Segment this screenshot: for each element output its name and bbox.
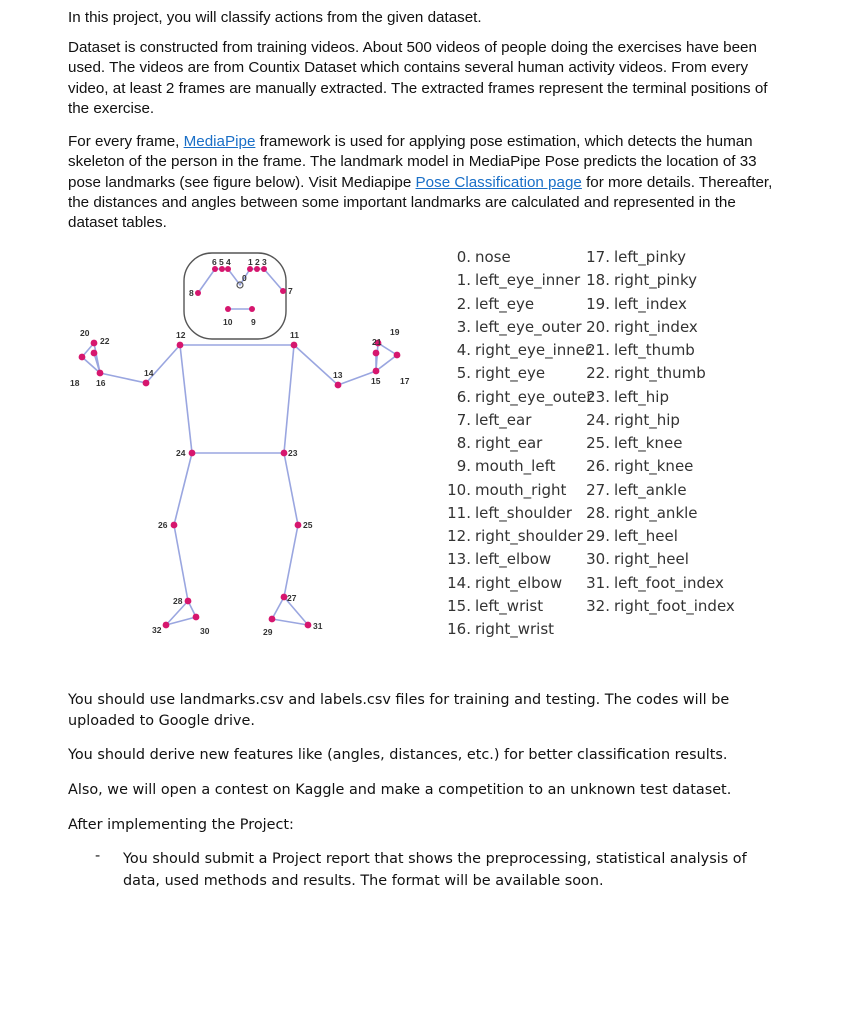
landmark-32-point: [163, 622, 170, 629]
mediapipe-text-2: framework is used for applying pose estimation, which detects the human skeleton of the person in the frame. The landmark model in MediaPipe Pose predicts the location of 33 pose landmarks (see figure below). Visit Mediapipe: [68, 133, 757, 191]
landmark-list-item: [444, 316, 593, 339]
landmark-30-label: 30: [200, 626, 210, 636]
landmark-list-item: [444, 362, 593, 385]
files-paragraph: You should use landmarks.csv and labels.csv files for training and testing. The codes will be uploaded to Google drive.: [68, 692, 730, 729]
landmark-list-item: [583, 339, 735, 362]
landmark-index: 5.: [456, 364, 471, 383]
landmark-index: 13.: [447, 550, 471, 569]
landmark-name: right_eye_inner: [475, 341, 592, 359]
mediapipe-paragraph: [68, 132, 778, 233]
landmark-index: 12.: [447, 527, 471, 545]
landmark-index: 24.: [586, 410, 610, 429]
landmark-1-label: 1: [248, 257, 253, 267]
landmark-25-label: 25: [303, 520, 313, 530]
landmark-28-point: [185, 598, 192, 605]
landmark-18-point: [79, 354, 86, 361]
landmark-6-label: 6: [212, 257, 217, 267]
landmark-name: left_elbow: [475, 550, 552, 569]
landmark-28-label: 28: [173, 596, 183, 606]
landmark-name: right_thumb: [614, 364, 706, 383]
landmark-index: 10.: [447, 480, 471, 499]
landmark-16-label: 16: [96, 378, 106, 388]
landmark-name: left_foot_index: [614, 573, 724, 592]
landmark-name: left_heel: [614, 527, 678, 545]
landmark-list-item: [444, 386, 593, 409]
landmark-name: right_shoulder: [475, 527, 583, 545]
landmark-3-label: 3: [262, 257, 267, 267]
landmark-name: right_index: [614, 317, 698, 336]
landmark-list-item: [444, 502, 593, 525]
landmark-list-item: [583, 432, 735, 455]
landmark-name: right_foot_index: [614, 596, 735, 615]
landmark-7-point: [280, 288, 286, 294]
landmark-13-label: 13: [333, 370, 343, 380]
landmark-31-label: 31: [313, 621, 323, 631]
landmark-22-label: 22: [100, 336, 110, 346]
landmark-list-item: [444, 409, 593, 432]
landmark-11-point: [291, 342, 298, 349]
landmark-14-label: 14: [144, 368, 154, 378]
landmark-name: mouth_left: [475, 457, 556, 476]
landmark-29-point: [269, 616, 276, 623]
landmark-index: 23.: [586, 387, 610, 406]
landmark-points: [79, 266, 401, 628]
landmark-list-item: [444, 525, 593, 548]
landmark-name: left_knee: [614, 434, 683, 452]
landmark-name: left_thumb: [614, 341, 695, 359]
landmark-list-item: [444, 548, 593, 571]
landmark-index: 18.: [586, 271, 610, 290]
bullet-marker: -: [95, 848, 101, 864]
landmark-21-point: [373, 350, 380, 357]
skeleton-limbs: [82, 269, 397, 625]
landmark-index: 26.: [586, 457, 610, 476]
pose-landmarks-figure: [70, 245, 430, 645]
landmark-26-label: 26: [158, 520, 168, 530]
landmark-list-item: [583, 525, 735, 548]
landmark-name: left_shoulder: [475, 503, 572, 522]
landmark-index: 11.: [447, 503, 471, 522]
landmark-list-item: [444, 269, 593, 292]
landmark-name: left_ear: [475, 410, 532, 429]
landmark-name: mouth_right: [475, 480, 567, 499]
landmark-list-item: [583, 362, 735, 385]
landmark-name: right_heel: [614, 550, 689, 569]
landmark-index: 32.: [586, 596, 610, 615]
landmark-name: left_ankle: [614, 480, 687, 499]
landmark-index: 2.: [456, 294, 471, 313]
landmark-name: left_eye: [475, 294, 535, 313]
landmark-name: right_pinky: [614, 271, 697, 290]
landmark-name: right_ankle: [614, 503, 698, 522]
landmark-name: right_eye_outer: [475, 387, 593, 406]
landmark-2-label: 2: [255, 257, 260, 267]
landmark-list-item: [444, 455, 593, 478]
landmark-14-point: [143, 380, 150, 387]
landmark-index: 7.: [456, 410, 471, 429]
landmark-29-label: 29: [263, 627, 273, 637]
landmark-23-label: 23: [288, 448, 298, 458]
landmark-19-label: 19: [390, 327, 400, 337]
landmark-list-item: [583, 572, 735, 595]
bullet-text: You should submit a Project report that shows the preprocessing, statistical analysis of data, used methods and results. The format will be available soon.: [123, 851, 747, 889]
landmark-index: 31.: [586, 573, 610, 592]
head-outline: [184, 253, 286, 339]
landmark-10-point: [225, 306, 231, 312]
landmark-list-item: [583, 293, 735, 316]
landmark-index: 1.: [456, 271, 471, 290]
landmark-12-label: 12: [176, 330, 186, 340]
landmark-list-item: [583, 479, 735, 502]
mediapipe-text-3: for more details. Thereafter, the distances and angles between some important landmarks are calculated and represented in the dataset tables.: [68, 173, 773, 232]
landmark-32-label: 32: [152, 625, 162, 635]
landmark-index: 6.: [456, 387, 471, 406]
landmark-17-point: [394, 352, 401, 359]
landmark-10-label: 10: [223, 317, 233, 327]
landmark-list-item: [583, 409, 735, 432]
landmark-list-item: [583, 316, 735, 339]
landmark-name: left_pinky: [614, 248, 687, 266]
landmark-list-column-2: [583, 246, 735, 618]
landmark-name: left_eye_outer: [475, 317, 582, 336]
landmark-name: nose: [475, 248, 511, 266]
landmark-7-label: 7: [288, 286, 293, 296]
landmark-name: right_wrist: [475, 620, 555, 638]
landmark-17-label: 17: [400, 376, 410, 386]
landmark-index: 8.: [456, 434, 471, 452]
landmark-4-label: 4: [226, 257, 231, 267]
landmark-8-point: [195, 290, 201, 296]
landmark-index: 0.: [456, 248, 471, 266]
landmark-9-label: 9: [251, 317, 256, 327]
landmark-26-point: [171, 522, 178, 529]
landmark-name: right_ear: [475, 434, 543, 452]
dataset-paragraph: Dataset is constructed from training videos. About 500 videos of people doing the exercises have been used. The videos are from Countix Dataset which contains several human activity videos. From every video, at least 2 frames are manually extracted. The extracted frames represent the terminal positions of the exercise.: [68, 39, 768, 117]
landmark-list-item: [444, 293, 593, 316]
landmark-30-point: [193, 614, 200, 621]
landmark-list-item: [583, 595, 735, 618]
landmark-name: left_hip: [614, 387, 669, 406]
mediapipe-text-1: For every frame,: [68, 133, 184, 150]
landmark-number-labels: [70, 257, 410, 637]
landmark-index: 25.: [586, 434, 610, 452]
landmark-24-point: [189, 450, 196, 457]
features-paragraph: You should derive new features like (angles, distances, etc.) for better classification results.: [68, 747, 728, 763]
landmark-name: right_knee: [614, 457, 694, 476]
landmark-23-point: [281, 450, 288, 457]
kaggle-paragraph: Also, we will open a contest on Kaggle and make a competition to an unknown test dataset.: [68, 782, 732, 798]
landmark-list-column-1: [444, 246, 593, 641]
landmark-index: 28.: [586, 503, 610, 522]
landmark-13-point: [335, 382, 342, 389]
landmark-list-item: [444, 595, 593, 618]
landmark-5-label: 5: [219, 257, 224, 267]
landmark-20-point: [91, 340, 98, 347]
landmark-index: 19.: [586, 294, 610, 313]
landmark-index: 15.: [447, 596, 471, 615]
landmark-list-item: [583, 548, 735, 571]
landmark-index: 17.: [586, 248, 610, 266]
landmark-list-item: [583, 269, 735, 292]
landmark-25-point: [295, 522, 302, 529]
landmark-15-point: [373, 368, 380, 375]
landmark-list-item: [444, 339, 593, 362]
landmark-0-label: 0: [242, 273, 247, 283]
landmark-name: right_eye: [475, 364, 546, 383]
landmark-list-item: [583, 455, 735, 478]
landmark-index: 29.: [586, 527, 610, 545]
landmark-index: 3.: [456, 317, 471, 336]
landmark-22-point: [91, 350, 98, 357]
mediapipe-link[interactable]: MediaPipe: [183, 133, 256, 150]
landmark-12-point: [177, 342, 184, 349]
landmark-name: right_elbow: [475, 573, 563, 592]
landmark-27-label: 27: [287, 593, 297, 603]
after-heading: After implementing the Project:: [68, 817, 294, 833]
landmark-index: 9.: [456, 457, 471, 476]
landmark-list-item: [444, 572, 593, 595]
landmark-16-point: [97, 370, 104, 377]
landmark-index: 22.: [586, 364, 610, 383]
landmark-list-item: [444, 246, 593, 269]
landmark-list-item: [444, 479, 593, 502]
landmark-name: left_index: [614, 294, 687, 313]
landmark-index: 16.: [447, 620, 471, 638]
landmark-list-item: [583, 502, 735, 525]
landmark-9-point: [249, 306, 255, 312]
landmark-15-label: 15: [371, 376, 381, 386]
landmark-list-item: [583, 246, 735, 269]
landmark-index: 30.: [586, 550, 610, 569]
landmark-20-label: 20: [80, 328, 90, 338]
landmark-31-point: [305, 622, 312, 629]
landmark-list-item: [583, 386, 735, 409]
landmark-name: left_eye_inner: [475, 271, 581, 290]
landmark-index: 4.: [456, 341, 471, 359]
landmark-name: left_wrist: [475, 596, 544, 615]
landmark-index: 14.: [447, 573, 471, 592]
landmark-21-label: 21: [372, 337, 382, 347]
landmark-8-label: 8: [189, 288, 194, 298]
pose-classification-link[interactable]: Pose Classification page: [415, 173, 582, 191]
landmark-list-item: [444, 618, 593, 641]
landmark-index: 20.: [586, 317, 610, 336]
intro-text: In this project, you will classify actions from the given dataset.: [68, 9, 482, 26]
landmark-18-label: 18: [70, 378, 80, 388]
landmark-index: 27.: [586, 480, 610, 499]
landmark-24-label: 24: [176, 448, 186, 458]
landmark-index: 21.: [586, 341, 610, 359]
landmark-11-label: 11: [290, 330, 299, 340]
landmark-list-item: [444, 432, 593, 455]
landmark-name: right_hip: [614, 410, 680, 429]
